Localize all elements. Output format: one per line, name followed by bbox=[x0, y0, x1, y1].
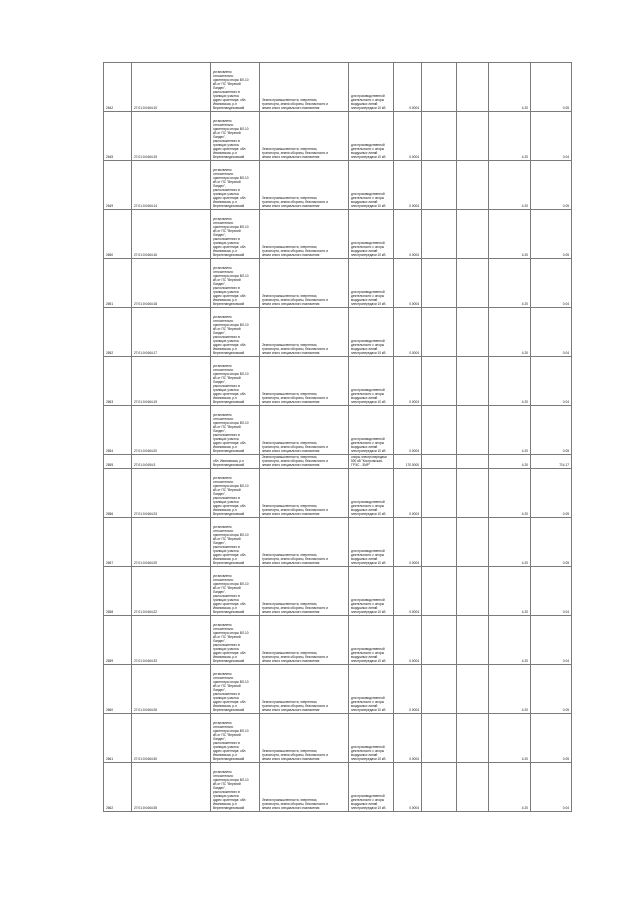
row-number: 2655 bbox=[104, 455, 132, 469]
permitted-use: для производственной деятельности с опоры воздушных линий электропередачи 10 кВ bbox=[349, 161, 394, 210]
permitted-use: для производственной деятельности с опоры воздушных линий электропередачи 10 кВ bbox=[349, 714, 394, 763]
row-number: 2650 bbox=[104, 210, 132, 259]
cadastral-number: 27:01:0:0464:14 bbox=[132, 161, 211, 210]
rate-value: 4.20 bbox=[489, 455, 531, 469]
land-category: Земли промышленности, энергетики, транспорта, земли обороны, безопасности и земли иного специального назначения bbox=[260, 112, 349, 161]
rate-value: 4.20 bbox=[489, 469, 531, 518]
cadastral-number: 27:01:0:0464:18 bbox=[132, 259, 211, 308]
row-number: 2661 bbox=[104, 714, 132, 763]
empty-cell bbox=[422, 112, 457, 161]
rate-value: 4.20 bbox=[489, 518, 531, 567]
land-category: Земли промышленности, энергетики, транспорта, земли обороны, безопасности и земли иного специального назначения bbox=[260, 357, 349, 406]
permitted-use: для производственной деятельности с опоры воздушных линий электропередачи 10 кВ bbox=[349, 567, 394, 616]
rate-value: 4.20 bbox=[489, 714, 531, 763]
table-row bbox=[104, 112, 572, 161]
empty-cell bbox=[422, 763, 457, 812]
land-category: Земли промышленности, энергетики, транспорта, земли обороны, безопасности и земли иного специального назначения bbox=[260, 665, 349, 714]
cadastral-number: 27:01:0:0464:22 bbox=[132, 567, 211, 616]
row-number: 2657 bbox=[104, 518, 132, 567]
cadastral-number: 27:01:0:0464:33 bbox=[132, 616, 211, 665]
area-value: 0.0004 bbox=[394, 259, 422, 308]
row-number: 2653 bbox=[104, 357, 132, 406]
area-value: 0.0004 bbox=[394, 63, 422, 112]
address-cell: установлено относительно ориентира опоры ВЛ-10 кВ от ПС "Верхний Ландех", расположенного в границах участка адрес ориентира: обл. Ивановская, р-н Верхнеландеховский bbox=[211, 567, 260, 616]
empty-cell bbox=[422, 616, 457, 665]
empty-cell bbox=[422, 665, 457, 714]
permitted-use: для производственной деятельности с опоры воздушных линий электропередачи 10 кВ bbox=[349, 763, 394, 812]
land-category: Земли промышленности, энергетики, транспорта, земли обороны, безопасности и земли иного специального назначения bbox=[260, 308, 349, 357]
row-number: 2645 bbox=[104, 112, 132, 161]
table-row bbox=[104, 665, 572, 714]
address-cell: установлено относительно ориентира опоры ВЛ-10 кВ от ПС "Верхний Ландех", расположенного в границах участка адрес ориентира: обл. Ивановская, р-н Верхнеландеховский bbox=[211, 469, 260, 518]
rate-value: 4.20 bbox=[489, 161, 531, 210]
empty-cell bbox=[457, 308, 489, 357]
permitted-use: для производственной деятельности с опоры воздушных линий электропередачи 10 кВ bbox=[349, 308, 394, 357]
land-register-table bbox=[103, 62, 572, 812]
permitted-use: для производственной деятельности с опоры воздушных линий электропередачи 10 кВ bbox=[349, 469, 394, 518]
rate-value: 4.20 bbox=[489, 357, 531, 406]
cadastral-number: 27:01:0:0464:17 bbox=[132, 308, 211, 357]
area-value: 0.0004 bbox=[394, 210, 422, 259]
land-category: Земли промышленности, энергетики, транспорта, земли обороны, безопасности и земли иного специального назначения bbox=[260, 259, 349, 308]
address-cell: установлено относительно ориентира опоры ВЛ-10 кВ от ПС "Верхний Ландех", расположенного в границах участка адрес ориентира: обл. Ивановская, р-н Верхнеландеховский bbox=[211, 518, 260, 567]
address-cell: установлено относительно ориентира опоры ВЛ-10 кВ от ПС "Верхний Ландех", расположенного в границах участка адрес ориентира: обл. Ивановская, р-н Верхнеландеховский bbox=[211, 161, 260, 210]
address-cell: обл. Ивановская, р-н Верхнеландеховский bbox=[211, 455, 260, 469]
empty-cell bbox=[422, 308, 457, 357]
rate-value: 4.20 bbox=[489, 567, 531, 616]
amount-value: 0.05 bbox=[531, 518, 572, 567]
address-cell: установлено относительно ориентира опоры ВЛ-10 кВ от ПС "Верхний Ландех", расположенного в границах участка адрес ориентира: обл. Ивановская, р-н Верхнеландеховский bbox=[211, 63, 260, 112]
address-cell: установлено относительно ориентира опоры ВЛ-10 кВ от ПС "Верхний Ландех", расположенного в границах участка адрес ориентира: обл. Ивановская, р-н Верхнеландеховский bbox=[211, 406, 260, 455]
land-category: Земли промышленности, энергетики, транспорта, земли обороны, безопасности и земли иного специального назначения bbox=[260, 455, 349, 469]
permitted-use: для производственной деятельности с опоры воздушных линий электропередачи 10 кВ bbox=[349, 210, 394, 259]
empty-cell bbox=[457, 567, 489, 616]
cadastral-number: 27:01:0:0464:20 bbox=[132, 406, 211, 455]
permitted-use: для производственной деятельности с опоры воздушных линий электропередачи 10 кВ bbox=[349, 63, 394, 112]
area-value: 0.0004 bbox=[394, 518, 422, 567]
land-category: Земли промышленности, энергетики, транспорта, земли обороны, безопасности и земли иного специального назначения bbox=[260, 567, 349, 616]
empty-cell bbox=[457, 763, 489, 812]
land-category: Земли промышленности, энергетики, транспорта, земли обороны, безопасности и земли иного специального назначения bbox=[260, 161, 349, 210]
amount-value: 0.05 bbox=[531, 161, 572, 210]
amount-value: 0.04 bbox=[531, 616, 572, 665]
empty-cell bbox=[422, 469, 457, 518]
amount-value: 0.04 bbox=[531, 357, 572, 406]
empty-cell bbox=[457, 259, 489, 308]
table-row bbox=[104, 518, 572, 567]
cadastral-number: 27:01:0:0464:15 bbox=[132, 112, 211, 161]
table-row bbox=[104, 763, 572, 812]
rate-value: 4.20 bbox=[489, 308, 531, 357]
row-number: 2662 bbox=[104, 763, 132, 812]
cadastral-number: 27:01:0:0464:35 bbox=[132, 763, 211, 812]
row-number: 2656 bbox=[104, 469, 132, 518]
empty-cell bbox=[457, 455, 489, 469]
empty-cell bbox=[422, 714, 457, 763]
area-value: 0.0004 bbox=[394, 714, 422, 763]
amount-value: 0.05 bbox=[531, 714, 572, 763]
rate-value: 4.20 bbox=[489, 63, 531, 112]
table-row bbox=[104, 406, 572, 455]
table-row bbox=[104, 567, 572, 616]
address-cell: установлено относительно ориентира опоры ВЛ-10 кВ от ПС "Верхний Ландех", расположенного в границах участка адрес ориентира: обл. Ивановская, р-н Верхнеландеховский bbox=[211, 714, 260, 763]
area-value: 0.0004 bbox=[394, 567, 422, 616]
empty-cell bbox=[457, 210, 489, 259]
land-category: Земли промышленности, энергетики, транспорта, земли обороны, безопасности и земли иного специального назначения bbox=[260, 763, 349, 812]
table-row bbox=[104, 161, 572, 210]
area-value: 170.0000 bbox=[394, 455, 422, 469]
land-category: Земли промышленности, энергетики, транспорта, земли обороны, безопасности и земли иного специального назначения bbox=[260, 616, 349, 665]
empty-cell bbox=[422, 357, 457, 406]
amount-value: 714.17 bbox=[531, 455, 572, 469]
permitted-use: опоры электропередачи 500 кВ "Костромская- ГРЭС - ЗМР" bbox=[349, 455, 394, 469]
row-number: 2649 bbox=[104, 161, 132, 210]
table-row bbox=[104, 63, 572, 112]
empty-cell bbox=[457, 161, 489, 210]
empty-cell bbox=[457, 518, 489, 567]
empty-cell bbox=[422, 259, 457, 308]
address-cell: установлено относительно ориентира опоры ВЛ-10 кВ от ПС "Верхний Ландех", расположенного в границах участка адрес ориентира: обл. Ивановская, р-н Верхнеландеховский bbox=[211, 259, 260, 308]
amount-value: 0.05 bbox=[531, 406, 572, 455]
land-category: Земли промышленности, энергетики, транспорта, земли обороны, безопасности и земли иного специального назначения bbox=[260, 714, 349, 763]
amount-value: 0.04 bbox=[531, 567, 572, 616]
permitted-use: для производственной деятельности с опоры воздушных линий электропередачи 10 кВ bbox=[349, 112, 394, 161]
cadastral-number: 27:01:0:0464:23 bbox=[132, 469, 211, 518]
address-cell: установлено относительно ориентира опоры ВЛ-10 кВ от ПС "Верхний Ландех", расположенного в границах участка адрес ориентира: обл. Ивановская, р-н Верхнеландеховский bbox=[211, 308, 260, 357]
cadastral-number: 27:01:0:0464:30 bbox=[132, 714, 211, 763]
land-category: Земли промышленности, энергетики, транспорта, земли обороны, безопасности и земли иного специального назначения bbox=[260, 210, 349, 259]
address-cell: установлено относительно ориентира опоры ВЛ-10 кВ от ПС "Верхний Ландех", расположенного в границах участка адрес ориентира: обл. Ивановская, р-н Верхнеландеховский bbox=[211, 616, 260, 665]
amount-value: 0.05 bbox=[531, 63, 572, 112]
table-row bbox=[104, 714, 572, 763]
cadastral-number: 27:01:0:0464:19 bbox=[132, 357, 211, 406]
empty-cell bbox=[457, 357, 489, 406]
amount-value: 0.05 bbox=[531, 665, 572, 714]
area-value: 0.0004 bbox=[394, 616, 422, 665]
rate-value: 4.20 bbox=[489, 665, 531, 714]
row-number: 2659 bbox=[104, 616, 132, 665]
empty-cell bbox=[422, 63, 457, 112]
amount-value: 0.04 bbox=[531, 259, 572, 308]
table-row bbox=[104, 455, 572, 469]
cadastral-number: 27:01:0:0464:16 bbox=[132, 210, 211, 259]
row-number: 2652 bbox=[104, 308, 132, 357]
row-number: 2660 bbox=[104, 665, 132, 714]
area-value: 0.0004 bbox=[394, 469, 422, 518]
empty-cell bbox=[422, 406, 457, 455]
table-row bbox=[104, 259, 572, 308]
table-row bbox=[104, 357, 572, 406]
permitted-use: для производственной деятельности с опоры воздушных линий электропередачи 10 кВ bbox=[349, 616, 394, 665]
address-cell: установлено относительно ориентира опоры ВЛ-10 кВ от ПС "Верхний Ландех", расположенного в границах участка адрес ориентира: обл. Ивановская, р-н Верхнеландеховский bbox=[211, 210, 260, 259]
table-row bbox=[104, 210, 572, 259]
rate-value: 4.20 bbox=[489, 259, 531, 308]
row-number: 2658 bbox=[104, 567, 132, 616]
amount-value: 0.04 bbox=[531, 763, 572, 812]
row-number: 2642 bbox=[104, 63, 132, 112]
table-row bbox=[104, 469, 572, 518]
address-cell: установлено относительно ориентира опоры ВЛ-10 кВ от ПС "Верхний Ландех", расположенного в границах участка адрес ориентира: обл. Ивановская, р-н Верхнеландеховский bbox=[211, 763, 260, 812]
table-row bbox=[104, 616, 572, 665]
rate-value: 4.20 bbox=[489, 112, 531, 161]
amount-value: 0.04 bbox=[531, 112, 572, 161]
table-row bbox=[104, 308, 572, 357]
permitted-use: для производственной деятельности с опоры воздушных линий электропередачи 10 кВ bbox=[349, 357, 394, 406]
empty-cell bbox=[457, 112, 489, 161]
empty-cell bbox=[422, 210, 457, 259]
land-category: Земли промышленности, энергетики, транспорта, земли обороны, безопасности и земли иного специального назначения bbox=[260, 518, 349, 567]
rate-value: 4.20 bbox=[489, 406, 531, 455]
area-value: 0.0004 bbox=[394, 357, 422, 406]
cadastral-number: 27:01:0:0454:3 bbox=[132, 455, 211, 469]
table-body bbox=[104, 63, 572, 812]
address-cell: установлено относительно ориентира опоры ВЛ-10 кВ от ПС "Верхний Ландех", расположенного в границах участка адрес ориентира: обл. Ивановская, р-н Верхнеландеховский bbox=[211, 112, 260, 161]
cadastral-number: 27:01:0:0464:10 bbox=[132, 63, 211, 112]
empty-cell bbox=[422, 161, 457, 210]
area-value: 0.0004 bbox=[394, 763, 422, 812]
amount-value: 0.05 bbox=[531, 210, 572, 259]
empty-cell bbox=[457, 406, 489, 455]
empty-cell bbox=[422, 455, 457, 469]
amount-value: 0.05 bbox=[531, 469, 572, 518]
area-value: 0.0004 bbox=[394, 406, 422, 455]
permitted-use: для производственной деятельности с опоры воздушных линий электропередачи 10 кВ bbox=[349, 259, 394, 308]
empty-cell bbox=[422, 518, 457, 567]
area-value: 0.0004 bbox=[394, 665, 422, 714]
empty-cell bbox=[457, 469, 489, 518]
empty-cell bbox=[422, 567, 457, 616]
empty-cell bbox=[457, 714, 489, 763]
area-value: 0.0004 bbox=[394, 112, 422, 161]
permitted-use: для производственной деятельности с опоры воздушных линий электропередачи 10 кВ bbox=[349, 665, 394, 714]
empty-cell bbox=[457, 665, 489, 714]
document-page bbox=[103, 62, 572, 812]
empty-cell bbox=[457, 616, 489, 665]
rate-value: 4.20 bbox=[489, 763, 531, 812]
area-value: 0.0004 bbox=[394, 161, 422, 210]
land-category: Земли промышленности, энергетики, транспорта, земли обороны, безопасности и земли иного специального назначения bbox=[260, 63, 349, 112]
address-cell: установлено относительно ориентира опоры ВЛ-10 кВ от ПС "Верхний Ландех", расположенного в границах участка адрес ориентира: обл. Ивановская, р-н Верхнеландеховский bbox=[211, 357, 260, 406]
permitted-use: для производственной деятельности с опоры воздушных линий электропередачи 10 кВ bbox=[349, 406, 394, 455]
cadastral-number: 27:01:0:0464:26 bbox=[132, 665, 211, 714]
rate-value: 4.20 bbox=[489, 616, 531, 665]
rate-value: 4.20 bbox=[489, 210, 531, 259]
land-category: Земли промышленности, энергетики, транспорта, земли обороны, безопасности и земли иного специального назначения bbox=[260, 406, 349, 455]
address-cell: установлено относительно ориентира опоры ВЛ-10 кВ от ПС "Верхний Ландех", расположенного в границах участка адрес ориентира: обл. Ивановская, р-н Верхнеландеховский bbox=[211, 665, 260, 714]
empty-cell bbox=[457, 63, 489, 112]
area-value: 0.0004 bbox=[394, 308, 422, 357]
permitted-use: для производственной деятельности с опоры воздушных линий электропередачи 10 кВ bbox=[349, 518, 394, 567]
row-number: 2651 bbox=[104, 259, 132, 308]
cadastral-number: 27:01:0:0464:29 bbox=[132, 518, 211, 567]
land-category: Земли промышленности, энергетики, транспорта, земли обороны, безопасности и земли иного специального назначения bbox=[260, 469, 349, 518]
amount-value: 0.04 bbox=[531, 308, 572, 357]
row-number: 2654 bbox=[104, 406, 132, 455]
